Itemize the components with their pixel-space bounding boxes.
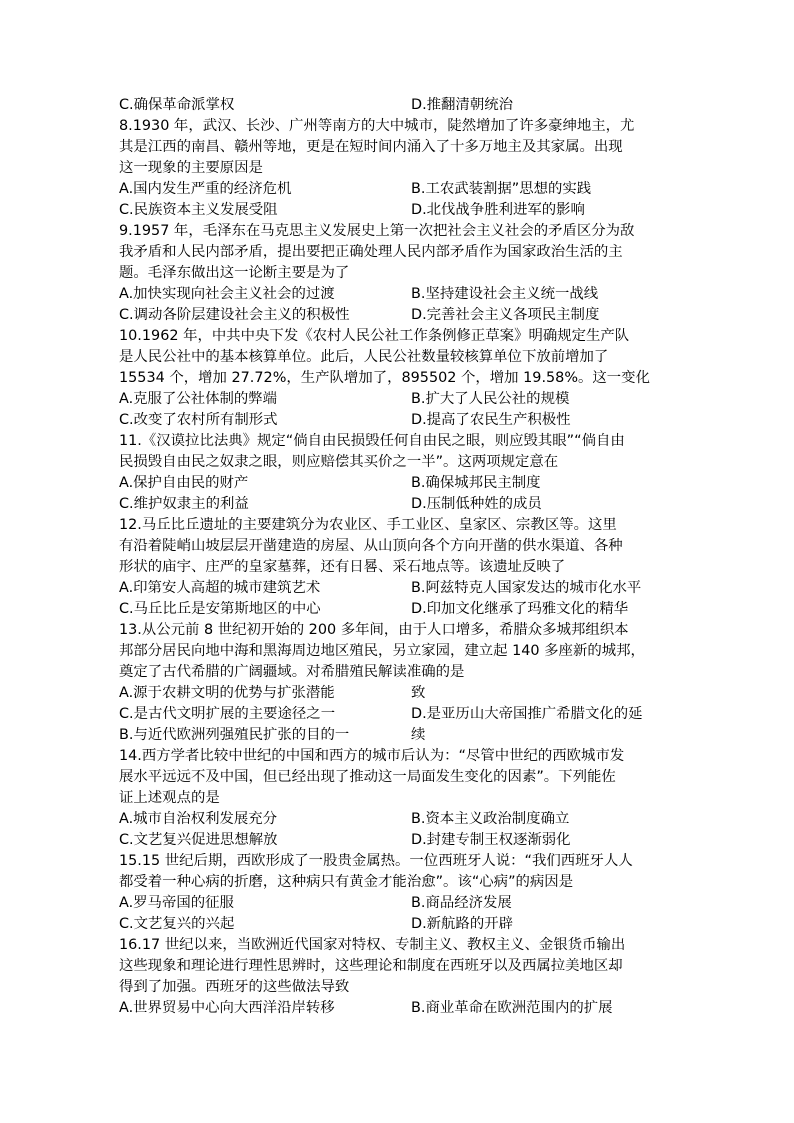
option-row (119, 704, 679, 725)
option-right: B.商业革命在欧洲范围内的扩展 (411, 1000, 613, 1016)
option-row (119, 683, 679, 704)
option-row (119, 200, 679, 221)
option-left: C.确保革命派掌权 (119, 97, 235, 113)
option-left: A.克服了公社体制的弊端 (119, 391, 278, 407)
option-row (119, 998, 679, 1019)
question-text-line: 这一现象的主要原因是 (119, 160, 263, 176)
question-text-line: 11.《汉谟拉比法典》规定“倘自由民损毁任何自由民之眼，则应毁其眼”“倘自由 (119, 433, 625, 449)
question-text-line: 民损毁自由民之奴隶之眼，则应赔偿其买价之一半”。这两项规定意在 (119, 454, 559, 470)
question-text-line: 题。毛泽东做出这一论断主要是为了 (119, 265, 350, 281)
option-row (119, 830, 679, 851)
option-row (119, 725, 679, 746)
option-left: C.民族资本主义发展受阻 (119, 202, 278, 218)
question-text-line: 13.从公元前 8 世纪初开始的 200 多年间，由于人口增多，希腊众多城邦组织本 (119, 622, 629, 638)
option-right: 续 (411, 727, 426, 743)
option-right: B.坚持建设社会主义统一战线 (411, 286, 599, 302)
option-right: B.阿兹特克人国家发达的城市化水平 (411, 580, 642, 596)
question-text-line: 15534 个，增加 27.72%，生产队增加了，895502 个，增加 19.58%。这一变化 (119, 370, 650, 386)
option-row (119, 578, 679, 599)
question-text-line: 是人民公社中的基本核算单位。此后，人民公社数量较核算单位下放前增加了 (119, 349, 609, 365)
option-right: D.是亚历山大帝国推广希腊文化的延 (411, 706, 643, 722)
option-right: B.工农武装割据”思想的实践 (411, 181, 592, 197)
option-row (119, 599, 679, 620)
option-left: A.加快实现向社会主义社会的过渡 (119, 286, 335, 302)
option-left: B.与近代欧洲列强殖民扩张的目的一 (119, 727, 350, 743)
option-right: D.封建专制王权逐渐弱化 (411, 832, 571, 848)
question-text-line: 证上述观点的是 (119, 790, 220, 806)
option-row (119, 893, 679, 914)
option-right: B.扩大了人民公社的规模 (411, 391, 570, 407)
option-row (119, 95, 679, 116)
option-left: A.印第安人高超的城市建筑艺术 (119, 580, 321, 596)
option-left: C.维护奴隶主的利益 (119, 496, 249, 512)
option-left: A.保护自由民的财产 (119, 475, 249, 491)
question-text-line: 8.1930 年，武汉、长沙、广州等南方的大中城市，陡然增加了许多豪绅地主，尤 (119, 118, 635, 134)
option-row (119, 473, 679, 494)
question-text-line: 10.1962 年，中共中央下发《农村人民公社工作条例修正草案》明确规定生产队 (119, 328, 630, 344)
option-row (119, 179, 679, 200)
option-row (119, 809, 679, 830)
option-right: D.推翻清朝统治 (411, 97, 513, 113)
question-text-line: 其是江西的南昌、赣州等地，更是在短时间内涌入了十多万地主及其家属。出现 (119, 139, 623, 155)
question-text-line: 都受着一种心病的折磨，这种病只有黄金才能治愈”。该“心病”的病因是 (119, 874, 574, 890)
option-left: C.文艺复兴的兴起 (119, 916, 235, 932)
option-left: A.罗马帝国的征服 (119, 895, 234, 911)
option-row (119, 914, 679, 935)
option-left: A.世界贸易中心向大西洋沿岸转移 (119, 1000, 335, 1016)
option-row (119, 389, 679, 410)
question-text-line: 9.1957 年，毛泽东在马克思主义发展史上第一次把社会主义社会的矛盾区分为敌 (119, 223, 635, 239)
option-right: D.完善社会主义各项民主制度 (411, 307, 600, 323)
question-text-line: 16.17 世纪以来，当欧洲近代国家对特权、专制主义、教权主义、金银货币输出 (119, 937, 626, 953)
option-row (119, 305, 679, 326)
option-left: C.文艺复兴促进思想解放 (119, 832, 278, 848)
option-right: D.提高了农民生产积极性 (411, 412, 571, 428)
question-text-line: 展水平远远不及中国，但已经出现了推动这一局面发生变化的因素”。下列能佐 (119, 769, 616, 785)
option-right: D.新航路的开辟 (411, 916, 513, 932)
option-left: A.国内发生严重的经济危机 (119, 181, 292, 197)
option-right: 致 (411, 685, 426, 701)
option-left: C.调动各阶层建设社会主义的积极性 (119, 307, 350, 323)
option-left: C.是古代文明扩展的主要途径之一 (119, 706, 336, 722)
exam-page (119, 95, 679, 1019)
option-right: B.确保城邦民主制度 (411, 475, 541, 491)
question-text-line: 有沿着陡峭山坡层层开凿建造的房屋、从山顶向各个方向开凿的供水渠道、各种 (119, 538, 623, 554)
question-text-line: 形状的庙宇、庄严的皇家墓葬，还有日晷、采石地点等。该遗址反映了 (119, 559, 566, 575)
option-right: B.商品经济发展 (411, 895, 512, 911)
option-left: C.马丘比丘是安第斯地区的中心 (119, 601, 321, 617)
option-left: C.改变了农村所有制形式 (119, 412, 278, 428)
option-right: D.压制低种姓的成员 (411, 496, 542, 512)
question-text-line: 这些现象和理论进行理性思辨时，这些理论和制度在西班牙以及西属拉美地区却 (119, 958, 623, 974)
option-row (119, 494, 679, 515)
question-text-line: 12.马丘比丘遗址的主要建筑分为农业区、手工业区、皇家区、宗教区等。这里 (119, 517, 617, 533)
question-text-line: 得到了加强。西班牙的这些做法导致 (119, 979, 350, 995)
question-text-line: 邦部分居民向地中海和黑海周边地区殖民，另立家园，建立起 140 多座新的城邦， (119, 643, 645, 659)
question-text-line: 奠定了古代希腊的广阔疆域。对希腊殖民解读准确的是 (119, 664, 465, 680)
question-text-line: 14.西方学者比较中世纪的中国和西方的城市后认为：“尽管中世纪的西欧城市发 (119, 748, 625, 764)
option-left: A.城市自治权利发展充分 (119, 811, 278, 827)
option-right: D.印加文化继承了玛雅文化的精华 (411, 601, 629, 617)
option-right: B.资本主义政治制度确立 (411, 811, 570, 827)
option-right: D.北伐战争胜利进军的影响 (411, 202, 585, 218)
option-row (119, 410, 679, 431)
question-text-line: 15.15 世纪后期，西欧形成了一股贵金属热。一位西班牙人说：“我们西班牙人人 (119, 853, 633, 869)
option-row (119, 284, 679, 305)
option-left: A.源于农耕文明的优势与扩张潜能 (119, 685, 335, 701)
question-text-line: 我矛盾和人民内部矛盾，提出要把正确处理人民内部矛盾作为国家政治生活的主 (119, 244, 623, 260)
